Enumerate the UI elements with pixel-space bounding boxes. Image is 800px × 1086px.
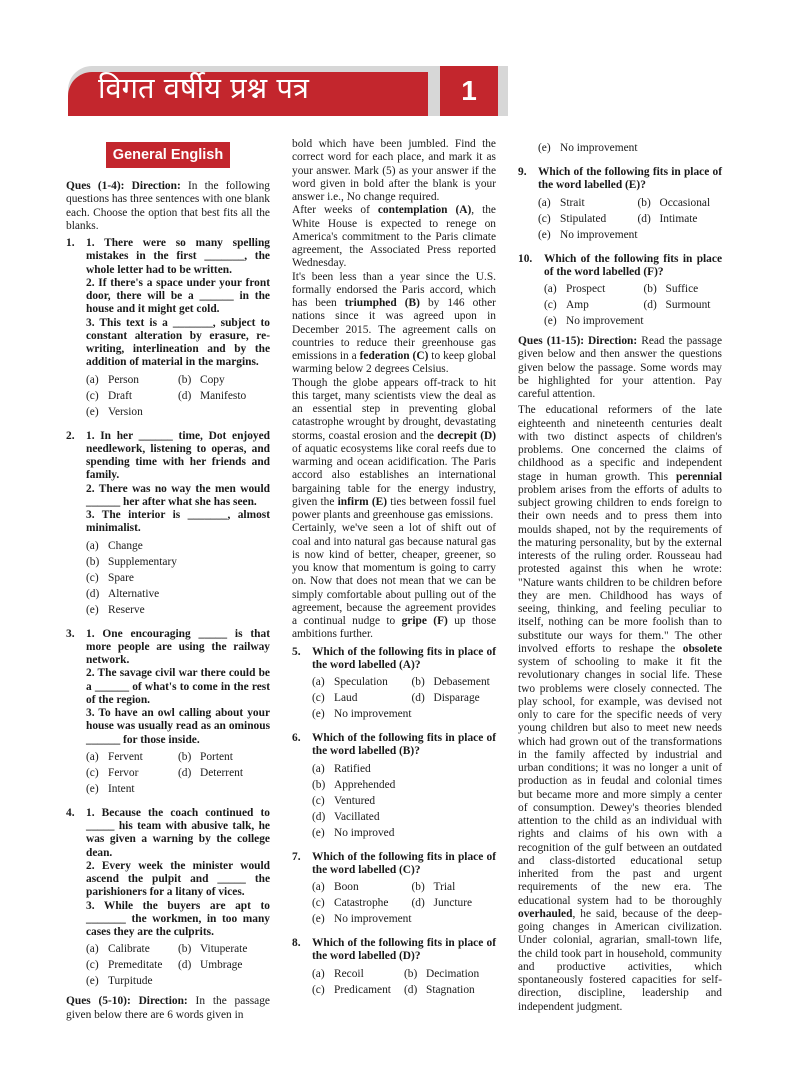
option-text: Apprehended [334,778,396,791]
bold-word: triumphed (B) [344,297,420,309]
option [86,749,178,765]
option-text: Surmount [665,299,711,311]
option-text: Predicament [334,983,391,996]
option [86,372,178,388]
question-number: 7. [292,850,301,863]
option-text: No improvement [334,708,412,720]
options [312,966,496,998]
option [86,554,270,570]
option-text: Juncture [433,897,473,909]
direction-11-15 [518,335,722,401]
option [544,297,644,313]
option-letter: (a) [86,943,99,956]
option-letter: (e) [86,603,99,616]
option [86,941,178,957]
question-sentence: 1. There were so many spelling mistakes in the first _______, the whole letter had to be written. [86,237,270,276]
bold-word: decrepit (D) [437,429,497,442]
question-number: 2. [66,429,75,442]
option-text: Disparage [433,692,480,704]
option-text: Intimate [659,212,698,225]
option-text: Alternative [108,587,160,600]
option-letter: (d) [637,212,651,225]
bold-word: obsolete [682,642,722,655]
options [312,761,496,841]
option [312,982,404,998]
option-text: Deterrent [200,766,244,779]
column-2 [292,138,496,998]
option-text: Speculation [334,676,388,688]
option [178,765,270,781]
question-sentence: 1. Because the coach continued to _____ his team with abusive talk, he was given a warning by the college dean. [86,806,270,859]
option-letter: (c) [312,897,325,909]
option-letter: (c) [312,692,325,704]
bold-word: gripe (F) [401,615,448,627]
option-letter: (d) [643,299,657,311]
option-text: Spare [108,571,134,584]
option-letter: (d) [178,389,192,402]
option [412,879,496,895]
option-letter: (e) [312,708,325,720]
option [544,313,644,329]
option-letter: (d) [404,983,418,996]
option [538,140,722,156]
option-letter: (d) [411,692,425,704]
option [312,793,496,809]
option-letter: (a) [312,967,325,980]
bold-word: federation (C) [359,350,429,362]
option-letter: (c) [544,299,557,311]
option-text: Umbrage [200,959,243,972]
question-sentence: 1. In her ______ time, Dot enjoyed needlework, listening to operas, and spending time with her friends and family. [86,429,270,482]
option [86,538,270,554]
options [86,941,270,989]
option [412,895,496,911]
question-sentence: 2. Every week the minister would ascend the pulpit and _____ the parishioners for a litany of vices. [86,859,270,899]
option [86,586,270,602]
option-letter: (e) [86,782,99,795]
question-sentence: 3. This text is a _______, subject to constant alteration by erasure, re-writing, interlineation and by the addition of material in the margins. [86,316,270,369]
option [312,895,412,911]
question-6 [292,732,496,841]
column-3 [518,138,722,1014]
option-text: Fervent [108,750,143,763]
option [312,879,412,895]
question-number: 10. [518,252,533,265]
option-letter: (b) [411,676,425,688]
option [312,706,412,722]
direction-text: In the passage given below there are 6 words given in [66,995,270,1021]
question-sentence: 3. While the buyers are apt to _______ the workmen, in too many cases they are the culprits. [86,899,270,938]
question-stem: Which of the following fits in place of the word labelled (B)? [312,732,496,758]
question-number: 9. [518,166,527,178]
question-number: 3. [66,627,75,640]
option-text: Calibrate [108,943,150,956]
direction-text: In the following questions has three sentences with one blank each. Choose the option that best fits all the blanks. [66,180,270,232]
option-text: No improvement [560,142,638,154]
passage-paragraph: Certainly, we've seen a lot of shift out of coal and into natural gas because natural gas is now kind of better, cheaper, greener, so you know that momentum is going to carry on. Now that does not mean that we can be simply comfortable about pulling out of the agreement, because the agreement provides a continual nudge to gripe (F) up those ambitions further. [292,522,496,641]
option [404,966,496,982]
question-sentence: 3. To have an owl calling about your house was usually read as an ominous ______ for those inside. [86,707,270,746]
option [86,602,270,618]
bold-word: perennial [676,470,722,483]
option-letter: (b) [178,373,192,386]
option-text: Decimation [426,967,480,980]
option-letter: (b) [404,967,418,980]
option-text: Fervor [108,766,139,779]
option-letter: (e) [538,228,551,241]
passage-paragraph: It's been less than a year since the U.S. formally endorsed the Paris accord, which has been triumphed (B) by 146 other nations since it was agreed upon in December 2015. The agreement calls on countries to reduce their greenhouse gas emissions in a federation (C) to keep global warming below 2 degrees Celsius. [292,270,496,376]
bold-word: overhauled [518,907,573,920]
option [638,195,722,211]
passage-paragraph: After weeks of contemplation (A), the White House is expected to renege on America's commitment to the Paris climate agreement, the Associated Press reported Wednesday. [292,204,496,270]
option [86,973,178,989]
question-number: 8. [292,937,301,949]
option [412,690,496,706]
direction-label: Ques (11-15): Direction: [518,335,638,347]
option-letter: (e) [312,913,325,925]
option [312,809,496,825]
question-sentence: 2. If there's a space under your front door, there will be a ______ in the house and it might get cold. [86,276,270,316]
option-letter: (d) [411,897,425,909]
option [638,211,722,227]
option-letter: (a) [86,750,99,763]
option-text: Boon [334,881,359,893]
option-text: Trial [433,881,456,893]
question-5 [292,646,496,723]
option-text: Laud [334,692,358,704]
option [178,388,270,404]
option [644,297,722,313]
question-8 [292,937,496,998]
option-text: Amp [566,299,589,311]
question-number: 4. [66,806,75,819]
option-text: Intent [108,782,135,795]
option [178,941,270,957]
question-3 [66,628,270,797]
options [312,674,496,722]
option-text: Strait [560,196,585,209]
option-text: Ratified [334,762,371,775]
option-letter: (e) [538,142,551,154]
option-letter: (c) [86,389,99,402]
option-letter: (e) [312,826,325,839]
bold-word: contemplation (A) [377,204,472,217]
question-number: 5. [292,645,301,658]
question-sentence: 2. There was no way the men would ______ her after what she has seen. [86,482,270,508]
question-sentence: 2. The savage civil war there could be a ______ of what's to come in the rest of the region. [86,667,270,706]
option [544,281,644,297]
option-letter: (b) [637,196,651,209]
option-text: Catastrophe [334,897,389,909]
option [178,957,270,973]
chapter-number: 1 [440,66,498,116]
option-text: Reserve [108,603,145,616]
passage-paragraph: The educational reformers of the late eighteenth and nineteenth centuries dealt with two distinct aspects of children's problems. One concerned the claims of childhood as a specific and independent stage in human growth. This perennial problem arises from the efforts of adults to subject growing children to ends foreign to their own needs and to press them into moulds shaped, not by the requirements of the maturing personality, but by the external interests of the ruling order. Rousseau had protested against this when he wrote: "Nature wants children to be children before they are men. Childhood has ways of seeing, thinking, and feeling peculiar to itself, nothing can be more foolish than to substitute our ways for them." The other involved efforts to reshape the obsolete system of schooling to make it fit the revolutionary changes in social life. These two problems were closely connected. The play school, for example, was devised not only to care for the specific needs of very young children but also to meet new needs which had grown out of the transformations in the family affected by industrial and urban conditions; it was no longer a unit of production as in feudal and colonial times but became more and more simply a center of consumption. Dewey's theories blended attention to the child as an individual with rights and claims of his own with a recognition of the gulf between an outdated and class-distorted educational setup inherited from the past and urgent requirements of the new era. The educational system had to be thoroughly overhauled, he said, because of the deep-going changes in American civilization. Under colonial, agrarian, small-town life, the child took part in household, community and productive activities, which spontaneously fostered capacities for self-direction, discipline, leadership and independent judgment. [518,404,722,1013]
option [538,227,638,243]
option [86,781,178,797]
option-text: Draft [108,389,133,402]
options [86,749,270,797]
bold-word: infirm (E) [337,495,388,508]
option [538,195,638,211]
option [312,674,412,690]
option-letter: (b) [178,750,192,763]
direction-continuation: bold which have been jumbled. Find the correct word for each place, and mark it as your answer. Mark (5) as your answer if the word given in bold after the blank is your answer i.e., No change required. [292,138,496,203]
option [312,825,496,841]
option [312,761,496,777]
option-letter: (c) [86,571,99,584]
direction-text: Read the passage given below and then answer the questions given below the passage. Some words may be highlighted for your attention. Pay careful attention. [518,335,722,400]
options [312,879,496,927]
direction-1-4 [66,180,270,233]
question-number: 6. [292,732,301,744]
question-stem: Which of the following fits in place of the word labelled (D)? [312,937,496,963]
option [86,765,178,781]
option-text: Suffice [665,283,699,295]
option-letter: (b) [86,555,100,568]
options [86,538,270,618]
option-letter: (a) [312,881,325,893]
option-text: Stipulated [560,212,607,225]
option-letter: (c) [312,983,325,996]
question-10 [518,253,722,330]
option [86,570,270,586]
question-stem: Which of the following fits in place of the word labelled (F)? [544,252,722,278]
option-letter: (a) [538,196,551,209]
option-text: Version [108,405,143,418]
option-text: No improvement [334,913,412,925]
question-sentence: 1. One encouraging _____ is that more people are using the railway network. [86,627,270,666]
direction-5-10 [66,995,270,1022]
option [412,674,496,690]
question-4 [66,807,270,990]
chapter-title: विगत वर्षीय प्रश्न पत्र [98,71,309,105]
direction-label: Ques (1-4): Direction: [66,180,181,192]
option-letter: (b) [643,283,657,295]
option-text: Portent [200,750,233,763]
option-text: Stagnation [426,983,475,996]
option-letter: (b) [411,881,425,893]
option-letter: (a) [544,283,557,295]
chapter-banner [68,66,508,116]
option-text: Premeditate [108,959,163,972]
option-letter: (a) [86,539,99,552]
option [86,404,178,420]
options [544,281,722,329]
option-text: Change [108,539,143,552]
option-text: No improvement [560,228,638,241]
option-letter: (d) [178,766,192,779]
option-text: No improved [334,826,395,839]
option-text: Vituperate [200,943,248,956]
option [86,957,178,973]
options [538,195,722,243]
option-letter: (b) [178,943,192,956]
options-continued [518,140,722,156]
option [404,982,496,998]
option [538,211,638,227]
option-text: No improvement [566,315,644,327]
option-text: Occasional [659,196,711,209]
option [178,749,270,765]
option-text: Recoil [334,967,364,980]
section-badge: General English [106,142,230,168]
option [312,777,496,793]
option-letter: (a) [312,676,325,688]
option-letter: (d) [86,587,100,600]
question-stem: Which of the following fits in place of the word labelled (E)? [538,166,722,192]
option-text: Turpitude [108,975,153,988]
option [86,388,178,404]
option-text: Prospect [566,283,606,295]
option-letter: (b) [312,778,326,791]
option [312,690,412,706]
column-1 [66,138,270,1025]
option-letter: (e) [86,405,99,418]
option [178,372,270,388]
option [644,281,722,297]
option-letter: (a) [312,762,325,775]
question-7 [292,851,496,928]
option-letter: (c) [86,766,99,779]
question-number: 1. [66,237,75,249]
question-1 [66,237,270,420]
question-2 [66,430,270,618]
direction-label: Ques (5-10): Direction: [66,995,188,1008]
option-text: Debasement [433,676,490,688]
option-letter: (a) [86,373,99,386]
option-letter: (e) [544,315,557,327]
option [312,966,404,982]
options [86,372,270,420]
question-stem: Which of the following fits in place of the word labelled (C)? [312,850,496,876]
option-text: Manifesto [200,389,247,402]
question-sentence: 3. The interior is _______, almost minimalist. [86,509,270,535]
option-letter: (c) [312,794,325,807]
option-text: Supplementary [108,555,177,568]
option-letter: (c) [86,959,99,972]
option-letter: (e) [86,975,99,988]
options [538,140,722,156]
option-letter: (d) [312,810,326,823]
option-text: Copy [200,373,225,386]
option-letter: (d) [178,959,192,972]
option [312,911,412,927]
question-9 [518,166,722,243]
option-letter: (c) [538,212,551,225]
option-text: Vacillated [334,810,380,823]
question-stem: Which of the following fits in place of the word labelled (A)? [312,645,496,671]
option-text: Person [108,373,140,386]
option-text: Ventured [334,794,376,807]
passage-paragraph: Though the globe appears off-track to hit this target, many scientists view the deal as an essential step in preventing global catastrophe wrought by drought, devastating storms, coastal erosion and the decrepit (D) of aquatic ecosystems like coral reefs due to warming and ocean acidification. The Paris accord also establishes an international bargaining table for the energy industry, given the infirm (E) ties between fossil fuel power plants and greenhouse gas emissions. [292,376,497,521]
